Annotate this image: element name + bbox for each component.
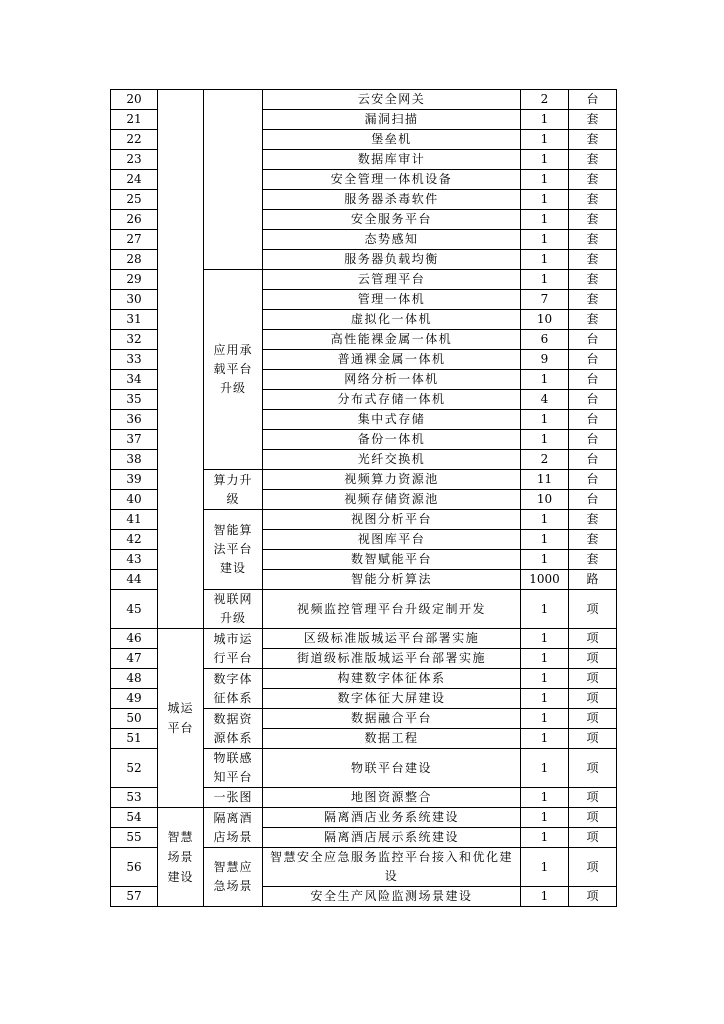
- row-number: 38: [111, 450, 158, 470]
- item-name: 数智赋能平台: [263, 550, 521, 570]
- row-number: 47: [111, 649, 158, 669]
- item-qty: 1: [521, 689, 569, 709]
- row-number: 22: [111, 130, 158, 150]
- item-unit: 台: [569, 390, 617, 410]
- item-unit: 项: [569, 729, 617, 749]
- item-unit: 套: [569, 150, 617, 170]
- row-number: 26: [111, 210, 158, 230]
- item-qty: 1: [521, 629, 569, 649]
- item-name: 视频算力资源池: [263, 470, 521, 490]
- row-number: 45: [111, 590, 158, 629]
- item-qty: 1: [521, 270, 569, 290]
- item-unit: 项: [569, 629, 617, 649]
- item-unit: 项: [569, 887, 617, 907]
- item-qty: 1: [521, 709, 569, 729]
- item-name: 服务器杀毒软件: [263, 190, 521, 210]
- item-unit: 套: [569, 190, 617, 210]
- row-number: 27: [111, 230, 158, 250]
- item-unit: 套: [569, 110, 617, 130]
- item-qty: 2: [521, 450, 569, 470]
- item-qty: 1: [521, 230, 569, 250]
- row-number: 21: [111, 110, 158, 130]
- item-name: 隔离酒店展示系统建设: [263, 828, 521, 848]
- subcategory-iot: 物联感知平台: [204, 749, 263, 788]
- item-unit: 项: [569, 590, 617, 629]
- item-unit: 套: [569, 230, 617, 250]
- item-unit: 套: [569, 210, 617, 230]
- table-row: [111, 90, 617, 110]
- row-number: 42: [111, 530, 158, 550]
- item-name: 服务器负载均衡: [263, 250, 521, 270]
- subcategory-video-net: 视联网升级: [204, 590, 263, 629]
- subcategory-compute: 算力升级: [204, 470, 263, 510]
- item-unit: 套: [569, 510, 617, 530]
- item-qty: 1: [521, 590, 569, 629]
- item-name: 分布式存储一体机: [263, 390, 521, 410]
- item-name: 网络分析一体机: [263, 370, 521, 390]
- row-number: 33: [111, 350, 158, 370]
- item-unit: 项: [569, 848, 617, 887]
- item-name: 安全生产风险监测场景建设: [263, 887, 521, 907]
- row-number: 50: [111, 709, 158, 729]
- row-number: 36: [111, 410, 158, 430]
- row-number: 51: [111, 729, 158, 749]
- item-name: 数据库审计: [263, 150, 521, 170]
- item-unit: 台: [569, 90, 617, 110]
- subcategory-app-platform: 应用承载平台升级: [204, 270, 263, 470]
- item-name: 物联平台建设: [263, 749, 521, 788]
- item-unit: 项: [569, 689, 617, 709]
- item-qty: 9: [521, 350, 569, 370]
- row-number: 52: [111, 749, 158, 788]
- item-qty: 1: [521, 887, 569, 907]
- item-unit: 套: [569, 290, 617, 310]
- item-qty: 1: [521, 370, 569, 390]
- item-unit: 套: [569, 530, 617, 550]
- item-unit: 路: [569, 570, 617, 590]
- item-qty: 1: [521, 510, 569, 530]
- item-unit: 台: [569, 470, 617, 490]
- item-name: 区级标准版城运平台部署实施: [263, 629, 521, 649]
- item-name: 光纤交换机: [263, 450, 521, 470]
- item-name: 街道级标准版城运平台部署实施: [263, 649, 521, 669]
- item-unit: 套: [569, 170, 617, 190]
- item-qty: 1: [521, 808, 569, 828]
- item-qty: 1: [521, 669, 569, 689]
- subcategory-city-ops-platform: 城市运行平台: [204, 629, 263, 669]
- item-qty: 2: [521, 90, 569, 110]
- row-number: 29: [111, 270, 158, 290]
- item-unit: 套: [569, 250, 617, 270]
- item-unit: 台: [569, 370, 617, 390]
- row-number: 39: [111, 470, 158, 490]
- table-row: [111, 808, 617, 828]
- row-number: 54: [111, 808, 158, 828]
- row-number: 20: [111, 90, 158, 110]
- item-name: 普通裸金属一体机: [263, 350, 521, 370]
- table-row: [111, 629, 617, 649]
- item-qty: 1: [521, 190, 569, 210]
- item-qty: 1: [521, 210, 569, 230]
- item-qty: 11: [521, 470, 569, 490]
- row-number: 31: [111, 310, 158, 330]
- item-unit: 套: [569, 310, 617, 330]
- item-unit: 项: [569, 669, 617, 689]
- row-number: 53: [111, 788, 158, 808]
- row-number: 46: [111, 629, 158, 649]
- row-number: 41: [111, 510, 158, 530]
- item-qty: 1: [521, 788, 569, 808]
- row-number: 30: [111, 290, 158, 310]
- item-name: 云安全网关: [263, 90, 521, 110]
- item-unit: 项: [569, 788, 617, 808]
- item-name: 安全管理一体机设备: [263, 170, 521, 190]
- category-smart-scene: 智慧场景建设: [158, 808, 204, 907]
- item-unit: 项: [569, 649, 617, 669]
- item-name: 云管理平台: [263, 270, 521, 290]
- row-number: 24: [111, 170, 158, 190]
- item-name: 虚拟化一体机: [263, 310, 521, 330]
- item-name: 安全服务平台: [263, 210, 521, 230]
- item-name: 隔离酒店业务系统建设: [263, 808, 521, 828]
- item-unit: 套: [569, 130, 617, 150]
- item-name: 视频监控管理平台升级定制开发: [263, 590, 521, 629]
- subcategory-hotel: 隔离酒店场景: [204, 808, 263, 848]
- row-number: 35: [111, 390, 158, 410]
- item-qty: 1: [521, 130, 569, 150]
- row-number: 55: [111, 828, 158, 848]
- item-qty: 1: [521, 150, 569, 170]
- item-qty: 10: [521, 490, 569, 510]
- item-qty: 4: [521, 390, 569, 410]
- item-name: 态势感知: [263, 230, 521, 250]
- item-unit: 项: [569, 749, 617, 788]
- item-unit: 台: [569, 430, 617, 450]
- item-unit: 台: [569, 490, 617, 510]
- row-number: 43: [111, 550, 158, 570]
- row-number: 25: [111, 190, 158, 210]
- item-unit: 套: [569, 550, 617, 570]
- row-number: 32: [111, 330, 158, 350]
- item-unit: 套: [569, 270, 617, 290]
- category-city-ops: 城运平台: [158, 629, 204, 808]
- item-name: 视频存储资源池: [263, 490, 521, 510]
- item-unit: 项: [569, 808, 617, 828]
- subcategory-emergency: 智慧应急场景: [204, 848, 263, 907]
- item-unit: 项: [569, 828, 617, 848]
- project-list-table: [110, 89, 617, 907]
- item-qty: 1: [521, 110, 569, 130]
- item-qty: 1: [521, 749, 569, 788]
- item-name: 构建数字体征体系: [263, 669, 521, 689]
- item-name: 智慧安全应急服务监控平台接入和优化建设: [263, 848, 521, 887]
- item-qty: 1: [521, 729, 569, 749]
- item-qty: 1: [521, 550, 569, 570]
- item-name: 漏洞扫描: [263, 110, 521, 130]
- item-name: 数据融合平台: [263, 709, 521, 729]
- item-qty: 1: [521, 530, 569, 550]
- item-name: 数字体征大屏建设: [263, 689, 521, 709]
- subcategory-ai-algo: 智能算法平台建设: [204, 510, 263, 590]
- item-unit: 台: [569, 350, 617, 370]
- subcategory-digital-sign: 数字体征体系: [204, 669, 263, 709]
- row-number: 34: [111, 370, 158, 390]
- row-number: 23: [111, 150, 158, 170]
- item-qty: 1: [521, 430, 569, 450]
- row-number: 49: [111, 689, 158, 709]
- item-unit: 台: [569, 330, 617, 350]
- subcategory-cell-security: [204, 90, 263, 270]
- item-qty: 10: [521, 310, 569, 330]
- item-qty: 1: [521, 649, 569, 669]
- item-name: 高性能裸金属一体机: [263, 330, 521, 350]
- item-name: 备份一体机: [263, 430, 521, 450]
- item-qty: 6: [521, 330, 569, 350]
- row-number: 56: [111, 848, 158, 887]
- row-number: 37: [111, 430, 158, 450]
- row-number: 48: [111, 669, 158, 689]
- item-qty: 1: [521, 848, 569, 887]
- subcategory-data-res: 数据资源体系: [204, 709, 263, 749]
- item-qty: 1000: [521, 570, 569, 590]
- row-number: 40: [111, 490, 158, 510]
- subcategory-map: 一张图: [204, 788, 263, 808]
- item-name: 数据工程: [263, 729, 521, 749]
- item-name: 视图分析平台: [263, 510, 521, 530]
- item-name: 管理一体机: [263, 290, 521, 310]
- item-name: 视图库平台: [263, 530, 521, 550]
- item-name: 集中式存储: [263, 410, 521, 430]
- item-name: 地图资源整合: [263, 788, 521, 808]
- item-qty: 7: [521, 290, 569, 310]
- row-number: 44: [111, 570, 158, 590]
- item-name: 堡垒机: [263, 130, 521, 150]
- item-name: 智能分析算法: [263, 570, 521, 590]
- item-unit: 项: [569, 709, 617, 729]
- row-number: 57: [111, 887, 158, 907]
- item-qty: 1: [521, 828, 569, 848]
- category-cell-upper: [158, 90, 204, 629]
- row-number: 28: [111, 250, 158, 270]
- item-qty: 1: [521, 250, 569, 270]
- item-qty: 1: [521, 170, 569, 190]
- item-unit: 台: [569, 410, 617, 430]
- item-unit: 台: [569, 450, 617, 470]
- item-qty: 1: [521, 410, 569, 430]
